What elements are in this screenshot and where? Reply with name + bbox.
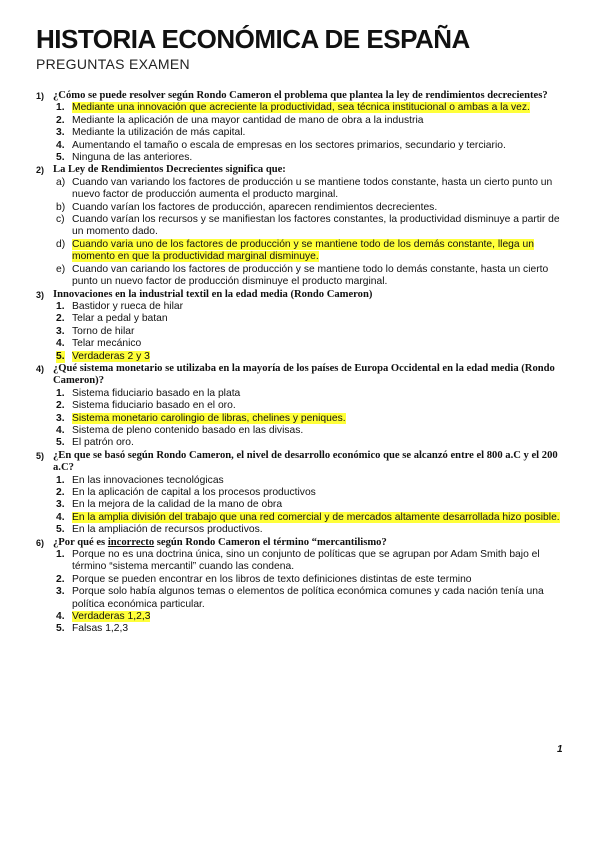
- answer-option: 4. Telar mecánico: [56, 338, 142, 350]
- answer-option: 1. En las innovaciones tecnológicas: [56, 474, 224, 486]
- answer-option: 5. Ninguna de las anteriores.: [56, 152, 193, 164]
- answer-option: 3. En la mejora de la calidad de la mano de obra: [56, 499, 283, 511]
- question-text: La Ley de Rendimientos Decrecientes significa que:: [53, 164, 286, 176]
- question-number: 2): [36, 165, 45, 176]
- answer-option: 4. Sistema de pleno contenido basado en las divisas.: [56, 424, 304, 436]
- answer-option: 2. Telar a pedal y batan: [56, 313, 168, 325]
- question-number: 1): [36, 91, 45, 101]
- answer-option: 5. Falsas 1,2,3: [56, 623, 129, 635]
- question-number: 5): [36, 450, 45, 461]
- questions-body: [36, 90, 564, 636]
- question-number: 6): [36, 537, 45, 548]
- question-3: [36, 289, 564, 301]
- answer-option: 2. Sistema fiduciario basado en el oro.: [56, 400, 236, 412]
- answer-option: d) Cuando varia uno de los factores de producción y se mantiene todo de los demás constante, llega un momento en que la productividad marginal disminuye.: [56, 238, 534, 263]
- answer-option: 5. En la ampliación de recursos productivos.: [56, 524, 263, 536]
- answer-option: 3. Mediante la utilización de más capital.: [56, 127, 246, 139]
- question-text: Innovaciones en la industrial textil en la edad media (Rondo Cameron): [53, 288, 373, 300]
- answer-option: e) Cuando van cariando los factores de producción y se mantiene todo lo demás constante, hasta un cierto punto un nuevo factor de producción disminuye el producto marginal.: [56, 263, 549, 288]
- question-text: ¿En que se basó según Rondo Cameron, el nivel de desarrollo económico que se alcanzó entre el 800 a.C y el 200 a.C?: [53, 449, 558, 474]
- answer-option: 2. Mediante la aplicación de una mayor cantidad de mano de obra a la industria: [56, 114, 424, 126]
- question-4: [36, 363, 564, 388]
- answer-option: 1. Bastidor y rueca de hilar: [56, 300, 184, 312]
- answer-option: 1. Mediante una innovación que acreciente la productividad, sea técnica institucional o ambas a la vez.: [56, 102, 530, 114]
- answer-option: b) Cuando varían los factores de producción, aparecen rendimientos decrecientes.: [56, 201, 438, 213]
- document-subtitle: PREGUNTAS EXAMEN: [36, 56, 190, 72]
- question-6: [36, 537, 564, 549]
- answer-option: 4. Aumentando el tamaño o escala de empresas en los sectores primarios, secundario y terciario.: [56, 139, 506, 151]
- answer-option: 4. En la amplia división del trabajo que una red comercial y de mercados altamente desarrollada hizo posible.: [56, 511, 560, 523]
- highlighted-answer: En la amplia división del trabajo que una red comercial y de mercados altamente desarrollada hizo posible.: [72, 511, 560, 523]
- underlined-word: incorrecto: [107, 536, 155, 548]
- answer-option: 5. El patrón oro.: [56, 437, 134, 449]
- question-text: ¿Por qué es incorrecto según Rondo Cameron el término “mercantilismo?: [53, 536, 387, 548]
- answer-option: [36, 351, 564, 363]
- answer-option: c) Cuando varían los recursos y se manifiestan los factores constantes, la productividad disminuye a partir de un momento dado.: [56, 214, 560, 238]
- question-number: 4): [36, 363, 45, 374]
- answer-option: 4. Verdaderas 1,2,3: [56, 611, 151, 623]
- answer-option: a) Cuando van variando los factores de producción u se mantiene todos constante, hasta un cierto punto un nuevo factor de producción aumenta el producto marginal.: [56, 176, 553, 201]
- question-1: [36, 90, 564, 102]
- document-title: HISTORIA ECONÓMICA DE ESPAÑA: [36, 24, 470, 54]
- answer-option: 2. En la aplicación de capital a los procesos productivos: [56, 487, 316, 498]
- answer-option: 3. Porque solo había algunos temas o elementos de política económica comunes y cada nación tenía una política económica particular.: [56, 586, 544, 610]
- answer-option: 1. Porque no es una doctrina única, sino un conjunto de políticas que se agrupan por Adam Smith bajo el término “sistema mercantil” cuando las condena.: [56, 549, 540, 573]
- answer-option: 1. Sistema fiduciario basado en la plata: [56, 387, 241, 399]
- highlighted-answer: Sistema monetario carolingio de libras, chelines y peniques.: [72, 412, 346, 424]
- question-5: [36, 450, 564, 475]
- page-number: 1: [557, 744, 563, 755]
- answer-option: 3. Sistema monetario carolingio de libras, chelines y peniques.: [56, 412, 346, 424]
- question-number: 3): [36, 289, 45, 300]
- question-text: ¿Cómo se puede resolver según Rondo Cameron el problema que plantea la ley de rendimientos decrecientes?: [53, 90, 548, 101]
- answer-option: 3. Torno de hilar: [56, 325, 135, 337]
- highlighted-answer: Mediante una innovación que acreciente la productividad, sea técnica institucional o ambas a la vez.: [72, 102, 530, 114]
- highlighted-answer: Cuando varia uno de los factores de producción y se mantiene todo de los demás constante, llega un momento en que la productividad marginal disminuye.: [72, 238, 534, 263]
- answer-option: 2. Porque se pueden encontrar en los libros de texto definiciones distintas de este termino: [56, 573, 472, 585]
- question-2: [36, 164, 564, 176]
- highlighted-answer: 5. Verdaderas 2 y 3: [56, 350, 150, 362]
- highlighted-answer: Verdaderas 1,2,3: [72, 611, 151, 623]
- question-text: ¿Qué sistema monetario se utilizaba en la mayoría de los países de Europa Occidental en la edad media (Rondo Cameron)?: [53, 362, 555, 387]
